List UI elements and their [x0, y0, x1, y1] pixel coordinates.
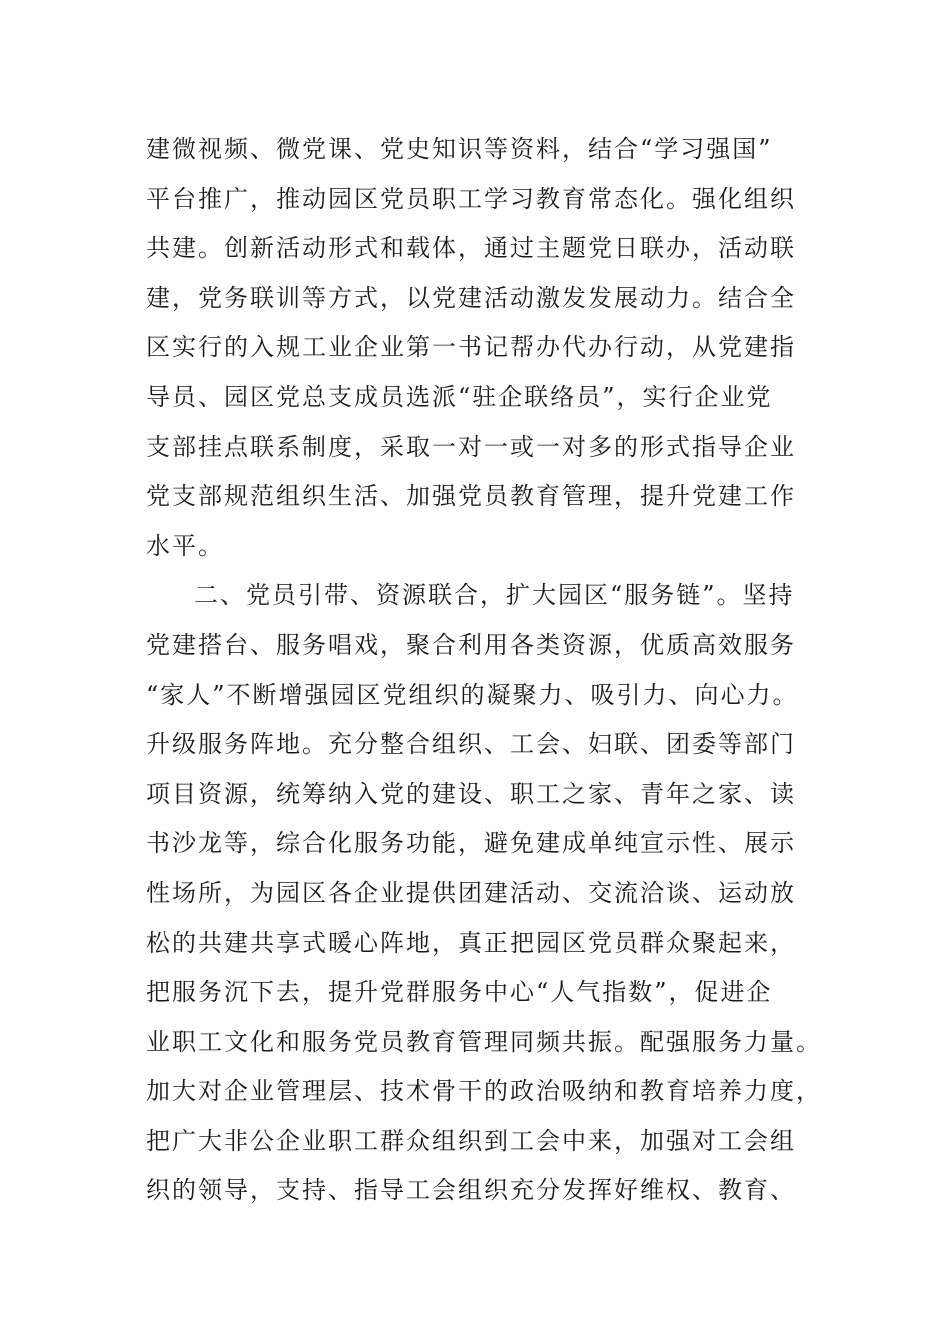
- text-line-5: 区实行的入规工业企业第一书记帮办代办行动，从党建指: [146, 333, 796, 362]
- text-line-4: 建，党务联训等方式，以党建活动激发发展动力。结合全: [146, 283, 796, 312]
- text-line-3: 共建。创新活动形式和载体，通过主题党日联办，活动联: [146, 234, 796, 263]
- text-line-22: 织的领导，支持、指导工会组织充分发挥好维权、教育、: [146, 1176, 796, 1205]
- body-text: [146, 125, 822, 1216]
- text-line-18: 把服务沉下去，提升党群服务中心“人气指数”，促进企: [146, 978, 773, 1007]
- text-line-17: 松的共建共享式暖心阵地，真正把园区党员群众聚起来，: [146, 928, 796, 957]
- text-line-1: 建微视频、微党课、党史知识等资料，结合“学习强国”: [146, 135, 773, 163]
- text-line-20: 加大对企业管理层、技术骨干的政治吸纳和教育培养力度，: [146, 1077, 822, 1106]
- section-heading-line: 二、党员引带、资源联合，扩大园区“服务链”。坚持: [194, 581, 795, 610]
- text-line-11: 党建搭台、服务唱戏，聚合利用各类资源，优质高效服务: [146, 630, 796, 659]
- text-line-15: 书沙龙等，综合化服务功能，避免建成单纯宣示性、展示: [146, 829, 796, 858]
- text-line-14: 项目资源，统筹纳入党的建设、职工之家、青年之家、读: [146, 779, 796, 808]
- text-line-6: 导员、园区党总支成员选派“驻企联络员”，实行企业党: [146, 382, 773, 411]
- text-line-8: 党支部规范组织生活、加强党员教育管理，提升党建工作: [146, 482, 796, 511]
- text-line-7: 支部挂点联系制度，采取一对一或一对多的形式指导企业: [146, 432, 796, 461]
- text-line-13: 升级服务阵地。充分整合组织、工会、妇联、团委等部门: [146, 730, 796, 759]
- text-line-2: 平台推广，推动园区党员职工学习教育常态化。强化组织: [146, 184, 796, 213]
- text-line-21: 把广大非公企业职工群众组织到工会中来，加强对工会组: [146, 1126, 796, 1155]
- text-line-12: “家人”不断增强园区党组织的凝聚力、吸引力、向心力。: [146, 680, 799, 709]
- text-line-19: 业职工文化和服务党员教育管理同频共振。配强服务力量。: [146, 1027, 822, 1056]
- text-line-9: 水平。: [146, 531, 224, 560]
- text-line-16: 性场所，为园区各企业提供团建活动、交流洽谈、运动放: [146, 878, 796, 907]
